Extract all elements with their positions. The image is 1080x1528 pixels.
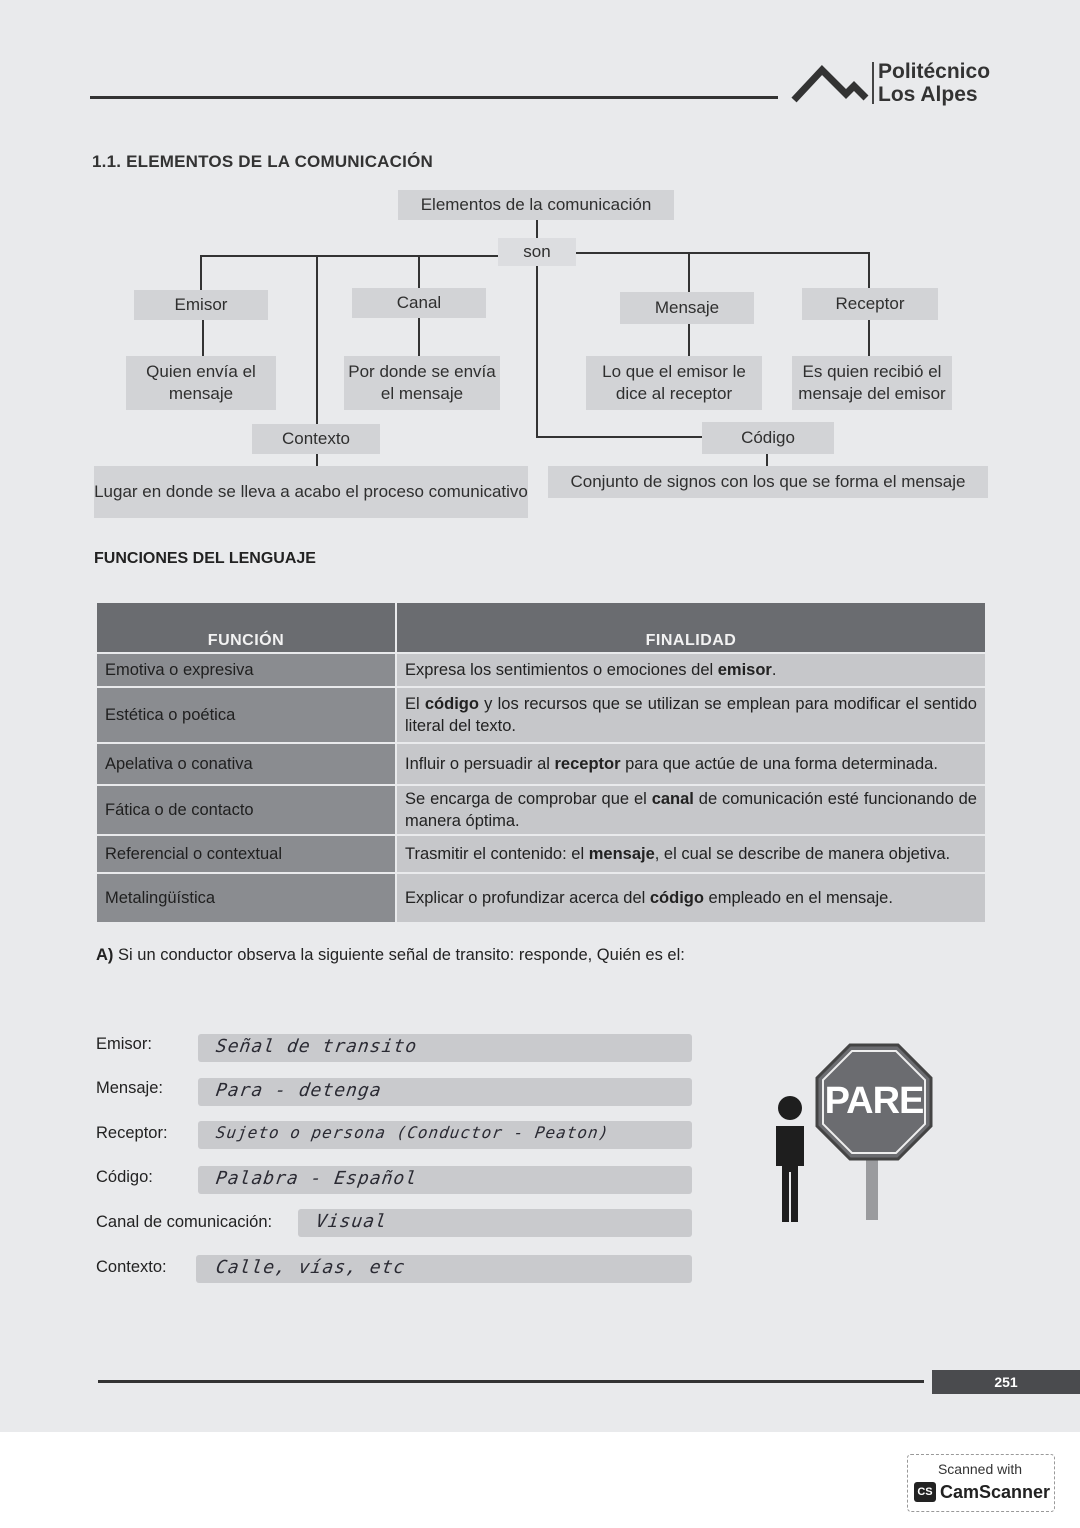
receptor-label: Receptor: [96, 1124, 168, 1142]
finalidad-text: empleado en el mensaje. [703, 889, 893, 907]
finalidad-cell [396, 743, 986, 785]
node-codigo: Código [702, 422, 834, 454]
connector-line [200, 255, 498, 257]
finalidad-text: Se encarga de comprobar que el [405, 790, 652, 808]
connector-line [688, 324, 690, 356]
finalidad-cell [396, 873, 986, 923]
canal-label: Canal de comunicación: [96, 1213, 273, 1231]
finalidad-bold: emisor [717, 661, 772, 679]
connector-line [688, 252, 690, 292]
column-header-finalidad: FINALIDAD [396, 602, 986, 653]
question-letter: A) [96, 946, 114, 964]
receptor-answer: Sujeto o persona (Conductor - Peaton) [214, 1123, 611, 1142]
finalidad-cell [396, 835, 986, 873]
finalidad-text: Expresa los sentimientos o emociones del [405, 661, 718, 679]
node-receptor-desc: Es quien recibió el mensaje del emisor [792, 356, 952, 410]
finalidad-text: Influir o persuadir al [405, 755, 555, 773]
funcion-cell: Metalingüística [96, 873, 396, 923]
diagram-connector: son [498, 238, 576, 266]
connector-line [418, 318, 420, 356]
connector-line [576, 252, 870, 254]
emisor-answer: Señal de transito [214, 1036, 419, 1057]
finalidad-text: Explicar o profundizar acerca del [405, 889, 650, 907]
node-receptor: Receptor [802, 288, 938, 320]
logo-text [878, 60, 990, 106]
node-canal: Canal [352, 288, 486, 318]
stop-sign-text: PARE [824, 1080, 924, 1122]
header-rule [90, 96, 778, 99]
mensaje-label: Mensaje: [96, 1079, 163, 1097]
finalidad-text: El [405, 695, 425, 713]
functions-table [95, 601, 987, 924]
funcion-cell: Fática o de contacto [96, 785, 396, 835]
connector-line [418, 255, 420, 289]
finalidad-text: , el cual se describe de manera objetiva. [654, 845, 951, 863]
connector-line [200, 255, 202, 291]
table-row [96, 687, 986, 743]
table-header-row [96, 602, 986, 653]
connector-line [202, 320, 204, 356]
scanner-caption: Scanned with [937, 1461, 1023, 1477]
canal-answer: Visual [314, 1211, 389, 1232]
funcion-cell: Referencial o contextual [96, 835, 396, 873]
node-emisor-desc: Quien envía el mensaje [126, 356, 276, 410]
connector-line [868, 320, 870, 356]
finalidad-text: para que actúe de una forma determinada. [620, 755, 938, 773]
logo-line2: Los Alpes [878, 83, 978, 106]
connector-line [536, 436, 704, 438]
section-title: 1.1. ELEMENTOS DE LA COMUNICACIÓN [92, 152, 433, 171]
diagram-root: Elementos de la comunicación [398, 190, 674, 220]
finalidad-text: . [771, 661, 777, 679]
finalidad-bold: mensaje [588, 845, 655, 863]
question-prompt [96, 946, 685, 965]
finalidad-bold: canal [651, 790, 694, 808]
connector-line [316, 452, 318, 466]
column-header-funcion: FUNCIÓN [96, 602, 396, 653]
emisor-label: Emisor: [96, 1035, 152, 1053]
connector-line [766, 452, 768, 466]
codigo-answer: Palabra - Español [214, 1168, 419, 1189]
codigo-label: Código: [96, 1168, 153, 1186]
mensaje-answer: Para - detenga [214, 1080, 384, 1101]
node-mensaje-desc: Lo que el emisor le dice al receptor [586, 356, 762, 410]
node-contexto: Contexto [252, 424, 380, 454]
logo-line1: Politécnico [878, 60, 991, 83]
funcion-cell: Estética o poética [96, 687, 396, 743]
funcion-cell: Apelativa o conativa [96, 743, 396, 785]
node-mensaje: Mensaje [620, 292, 754, 324]
node-canal-desc: Por donde se envía el mensaje [344, 356, 500, 410]
camscanner-logo-icon: CS [914, 1482, 936, 1502]
finalidad-bold: código [424, 695, 479, 713]
connector-line [536, 264, 538, 438]
finalidad-cell [396, 785, 986, 835]
finalidad-text: Trasmitir el contenido: el [405, 845, 589, 863]
contexto-answer: Calle, vías, etc [214, 1257, 407, 1278]
table-row [96, 873, 986, 923]
finalidad-cell [396, 687, 986, 743]
node-codigo-desc: Conjunto de signos con los que se forma el mensaje [548, 466, 988, 498]
finalidad-text: y los recursos que se utilizan se emplean para modificar el sentido literal del texto. [405, 695, 977, 735]
contexto-label: Contexto: [96, 1258, 167, 1276]
finalidad-cell [396, 653, 986, 687]
question-text: Si un conductor observa la siguiente señal de transito: responde, Quién es el: [113, 946, 685, 964]
table-row [96, 835, 986, 873]
funcion-cell: Emotiva o expresiva [96, 653, 396, 687]
connector-line [316, 255, 318, 425]
node-contexto-desc: Lugar en donde se lleva a acabo el proceso comunicativo [94, 466, 528, 518]
logo-divider [872, 62, 874, 104]
node-emisor: Emisor [134, 290, 268, 320]
table-row [96, 785, 986, 835]
finalidad-bold: código [649, 889, 704, 907]
connector-line [868, 252, 870, 288]
finalidad-text: de comunicación esté funcionando de manera óptima. [405, 790, 977, 830]
functions-title: FUNCIONES DEL LENGUAJE [94, 550, 316, 567]
footer-rule [98, 1380, 924, 1383]
page-number: 251 [932, 1370, 1080, 1394]
connector-line [536, 220, 538, 238]
scanner-brand: CamScanner [940, 1482, 1051, 1502]
finalidad-bold: receptor [554, 755, 621, 773]
table-row [96, 743, 986, 785]
table-row [96, 653, 986, 687]
